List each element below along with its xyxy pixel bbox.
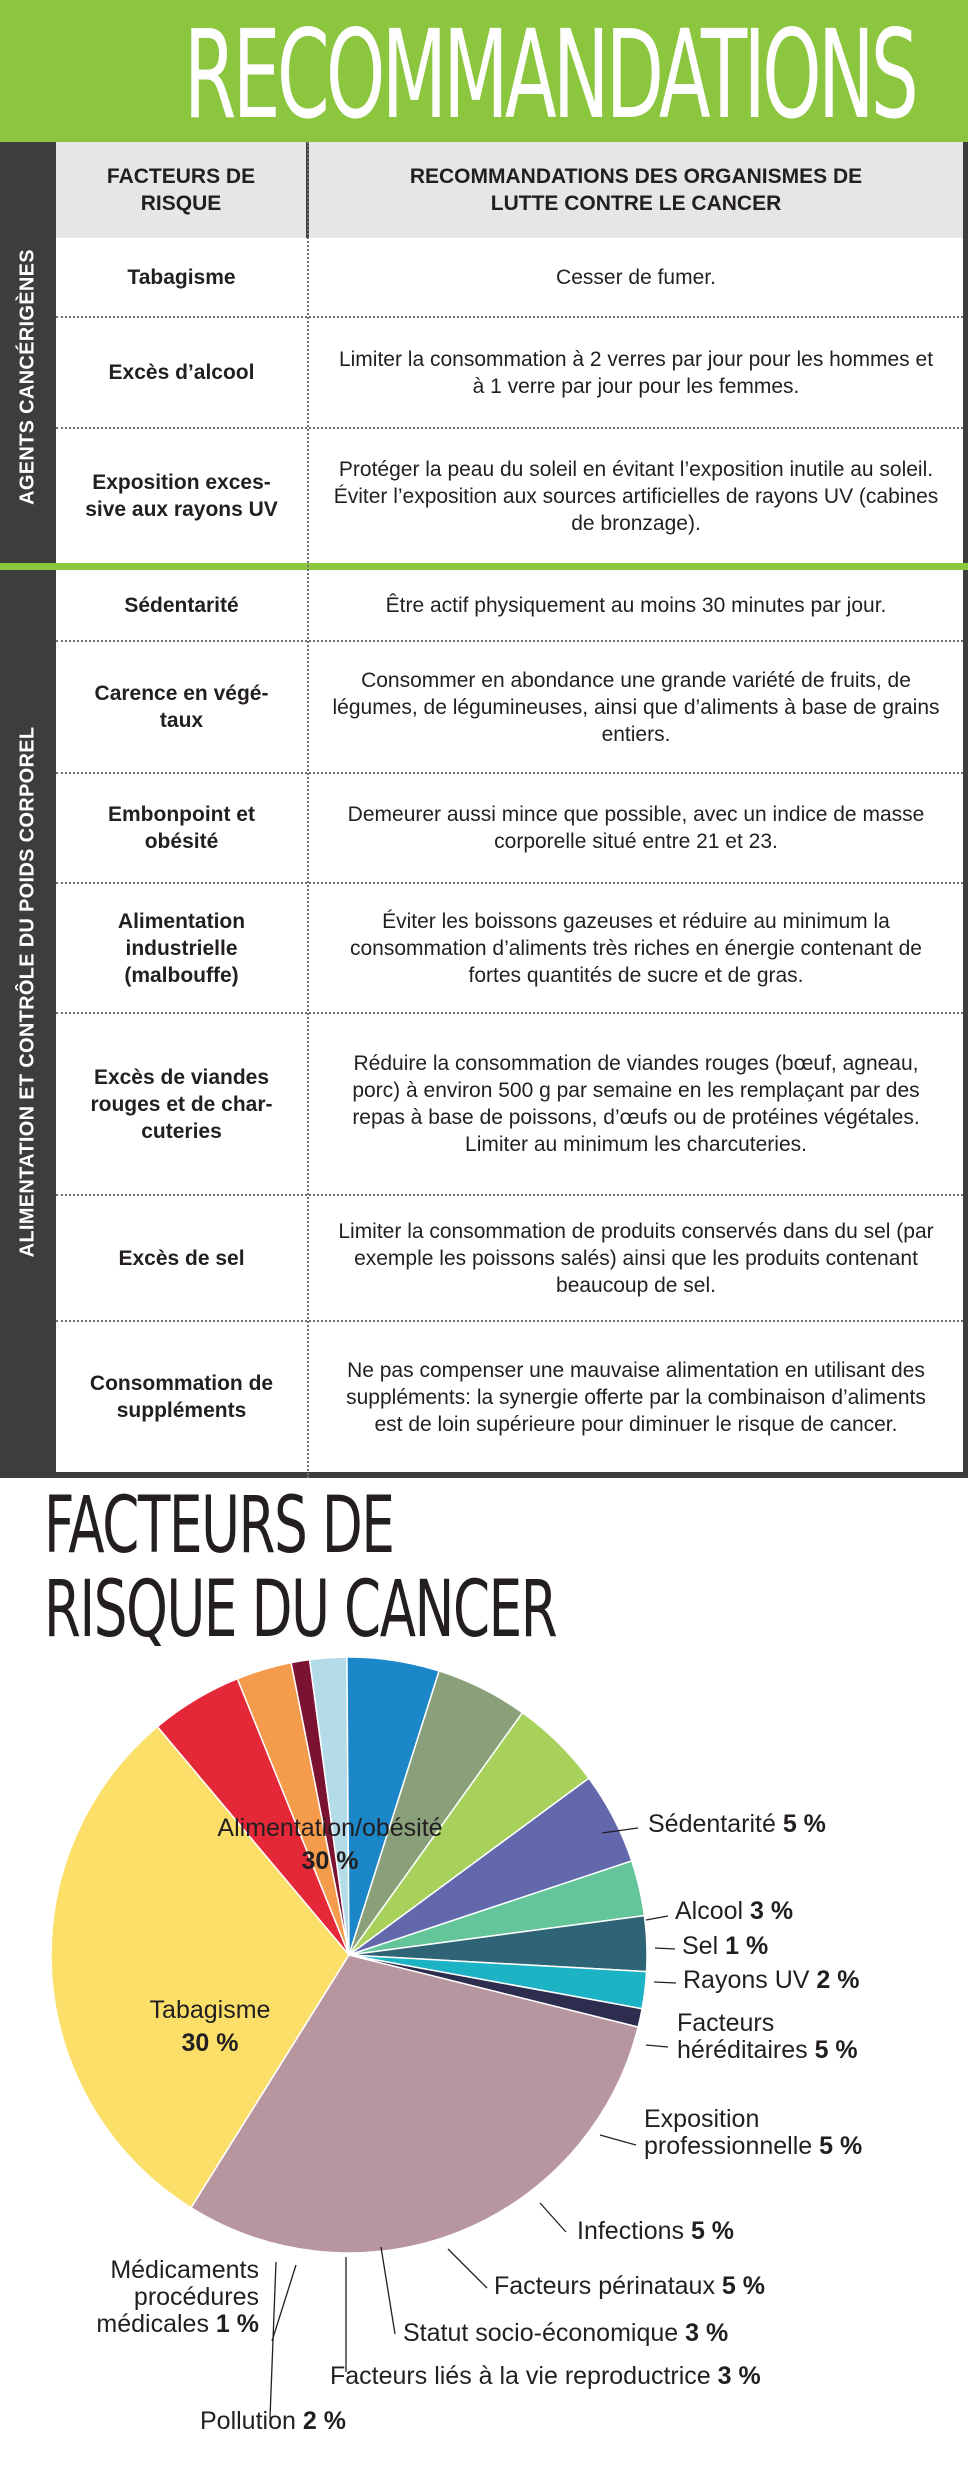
table-row <box>56 1196 963 1322</box>
slice-label: Alimentation/obésité <box>217 1814 443 1842</box>
table-row <box>56 429 963 563</box>
header-banner <box>0 0 968 142</box>
slice-label: Médicaments <box>110 2256 259 2284</box>
leader-line <box>381 2247 395 2334</box>
risk-factor-cell: Sédentarité <box>124 593 239 617</box>
recommendation-cell: Être actif physiquement au moins 30 minutes par jour. <box>385 593 887 617</box>
slice-label: héréditaires 5 % <box>677 2036 858 2064</box>
column-header-risk-factors <box>56 142 306 238</box>
leader-line <box>654 1982 676 1983</box>
leader-line <box>646 1916 668 1920</box>
recommendation-cell: Demeurer aussi mince que possible, avec un indice de masse corporelle situé entre 21 et 23. <box>347 803 925 853</box>
column-header-recommendations-text: RECOMMANDATIONS DES ORGANISMES DE LUTTE CONTRE LE CANCER <box>409 165 863 215</box>
risk-factor-cell: Excès de sel <box>118 1246 245 1270</box>
column-header-recommendations <box>309 142 963 238</box>
risk-factor-cell: Exposition excessive aux rayons UV <box>85 471 278 521</box>
risk-factor-cell: Excès d’alcool <box>108 361 255 384</box>
recommendation-cell: Cesser de fumer. <box>556 265 716 289</box>
chart-title <box>44 1481 557 1655</box>
risk-factor-cell: Consommation de suppléments <box>89 1372 274 1422</box>
slice-label: procédures <box>133 2283 259 2311</box>
risk-factor-cell: Alimentation industrielle (malbouffe) <box>117 909 246 987</box>
table-row <box>56 1014 963 1196</box>
pie-chart <box>0 1640 968 2467</box>
risk-factor-cell: Excès de viandes rouges et de charcuteries <box>90 1065 273 1143</box>
slice-label: Exposition <box>644 2105 760 2133</box>
table-row <box>56 774 963 884</box>
slice-label: Statut socio-économique 3 % <box>403 2319 729 2347</box>
group-divider <box>0 563 968 570</box>
risk-factor-cell: Carence en végétaux <box>94 682 269 732</box>
table-row <box>56 238 963 318</box>
leader-line <box>646 2045 668 2047</box>
slice-label: Alcool 3 % <box>675 1897 794 1925</box>
slice-label: médicales 1 % <box>96 2310 259 2338</box>
slice-label: Sel 1 % <box>682 1932 769 1960</box>
column-header-risk-factors-text: FACTEURS DE RISQUE <box>106 165 256 215</box>
table-row <box>56 1322 963 1472</box>
leader-line <box>600 2135 636 2145</box>
group-label-carcinogens: AGENTS CANCÉRIGÈNES <box>16 249 39 505</box>
chart-title-line-2: RISQUE DU CANCER <box>44 1565 557 1655</box>
slice-label: Facteurs périnataux 5 % <box>494 2272 765 2300</box>
risk-factor-cell: Tabagisme <box>127 265 236 289</box>
chart-title-line-1: FACTEURS DE <box>44 1481 394 1571</box>
slice-label: Sédentarité 5 % <box>648 1810 826 1838</box>
slice-value-label: 30 % <box>181 2029 239 2057</box>
leader-line <box>655 1948 675 1949</box>
recommendations-table <box>0 142 968 1478</box>
column-separator <box>307 142 309 1478</box>
slice-label: Infections 5 % <box>577 2217 735 2245</box>
table-row <box>56 884 963 1014</box>
group-label-nutrition: ALIMENTATION ET CONTRÔLE DU POIDS CORPOREL <box>16 726 39 1258</box>
recommendation-cell: Réduire la consommation de viandes rouges (bœuf, agneau, porc) à environ 500 g par semaine en les remplaçant par des repas à base de poissons, d’œufs ou de protéines végétales. Limiter au minimum les charcuteries. <box>352 1052 920 1156</box>
slice-label: Rayons UV 2 % <box>683 1966 860 1994</box>
table-row <box>56 642 963 774</box>
table-row <box>56 318 963 429</box>
slice-label: Pollution 2 % <box>200 2407 346 2435</box>
recommendation-cell: Ne pas compenser une mauvaise alimentation en utilisant des suppléments: la synergie offerte par la combinaison d’aliments est de loin supérieure pour diminuer le risque de cancer. <box>346 1358 926 1436</box>
group-band-nutrition <box>0 570 56 1478</box>
slice-label: Facteurs <box>677 2009 775 2037</box>
group-band-carcinogens <box>0 142 56 563</box>
slice-label: Tabagisme <box>149 1996 271 2024</box>
recommendation-cell: Protéger la peau du soleil en évitant l’exposition inutile au soleil. Éviter l’exposition aux sources artificielles de rayons UV (cabines de bronzage). <box>333 457 939 535</box>
risk-factor-cell: Embonpoint et obésité <box>108 803 255 853</box>
slice-value-label: 30 % <box>301 1847 359 1875</box>
recommendation-cell: Limiter la consommation à 2 verres par jour pour les hommes et à 1 verre par jour pour les femmes. <box>338 347 934 398</box>
recommendation-cell: Consommer en abondance une grande variété de fruits, de légumes, de légumineuses, ainsi que d’aliments à base de grains entiers. <box>332 668 940 746</box>
slice-label: Facteurs liés à la vie reproductrice 3 % <box>330 2362 761 2390</box>
leader-line <box>540 2203 566 2232</box>
recommendation-cell: Éviter les boissons gazeuses et réduire au minimum la consommation d’aliments très riches en énergie contenant de fortes quantités de sucre et de gras. <box>350 909 922 987</box>
table-row <box>56 570 963 642</box>
leader-line <box>270 2262 276 2418</box>
recommendation-cell: Limiter la consommation de produits conservés dans du sel (par exemple les poissons salés) ainsi que les produits contenant beaucoup de sel. <box>338 1219 934 1297</box>
leader-line <box>448 2249 487 2288</box>
slice-label: professionnelle 5 % <box>644 2132 863 2160</box>
page-title: RECOMMANDATIONS <box>183 4 916 142</box>
